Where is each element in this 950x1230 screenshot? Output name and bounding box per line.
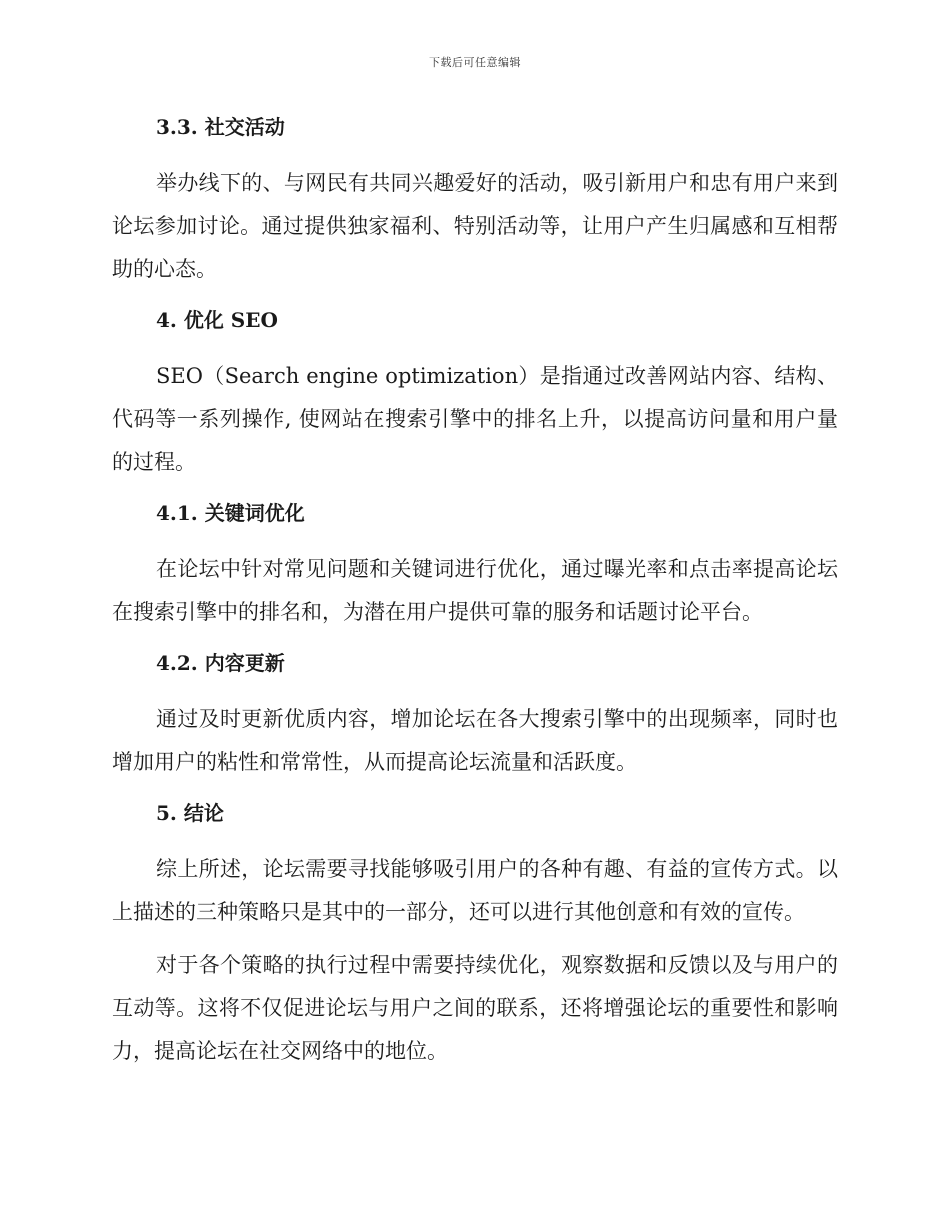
paragraph-social-activities: 举办线下的、与网民有共同兴趣爱好的活动，吸引新用户和忠有用户来到论坛参加讨论。通过提供独家福利、特别活动等，让用户产生归属感和互相帮助的心态。 <box>112 171 838 281</box>
paragraph-conclusion-summary: 综上所述，论坛需要寻找能够吸引用户的各种有趣、有益的宣传方式。以上描述的三种策略只是其中的一部分，还可以进行其他创意和有效的宣传。 <box>112 857 838 924</box>
paragraph-content-update: 通过及时更新优质内容，增加论坛在各大搜索引擎中的出现频率，同时也增加用户的粘性和常常性，从而提高论坛流量和活跃度。 <box>112 707 838 774</box>
page-header-note: 下载后可任意编辑 <box>429 56 521 69</box>
paragraph-optimize-seo: SEO（Search engine optimization）是指通过改善网站内容、结构、代码等一系列操作, 使网站在搜索引擎中的排名上升，以提高访问量和用户量的过程。 <box>112 364 838 474</box>
section-heading-optimize-seo: 4. 优化 SEO <box>156 308 278 332</box>
paragraph-keyword-optimization: 在论坛中针对常见问题和关键词进行优化，通过曝光率和点击率提高论坛在搜索引擎中的排名和，为潜在用户提供可靠的服务和话题讨论平台。 <box>112 557 838 624</box>
section-heading-keyword-optimization: 4.1. 关键词优化 <box>156 501 305 525</box>
section-heading-content-update: 4.2. 内容更新 <box>156 651 285 675</box>
paragraph-conclusion-execution: 对于各个策略的执行过程中需要持续优化，观察数据和反馈以及与用户的互动等。这将不仅促进论坛与用户之间的联系，还将增强论坛的重要性和影响力，提高论坛在社交网络中的地位。 <box>112 953 838 1063</box>
section-heading-conclusion: 5. 结论 <box>156 801 224 825</box>
document-body <box>112 108 838 1073</box>
section-heading-social-activities: 3.3. 社交活动 <box>156 115 285 139</box>
